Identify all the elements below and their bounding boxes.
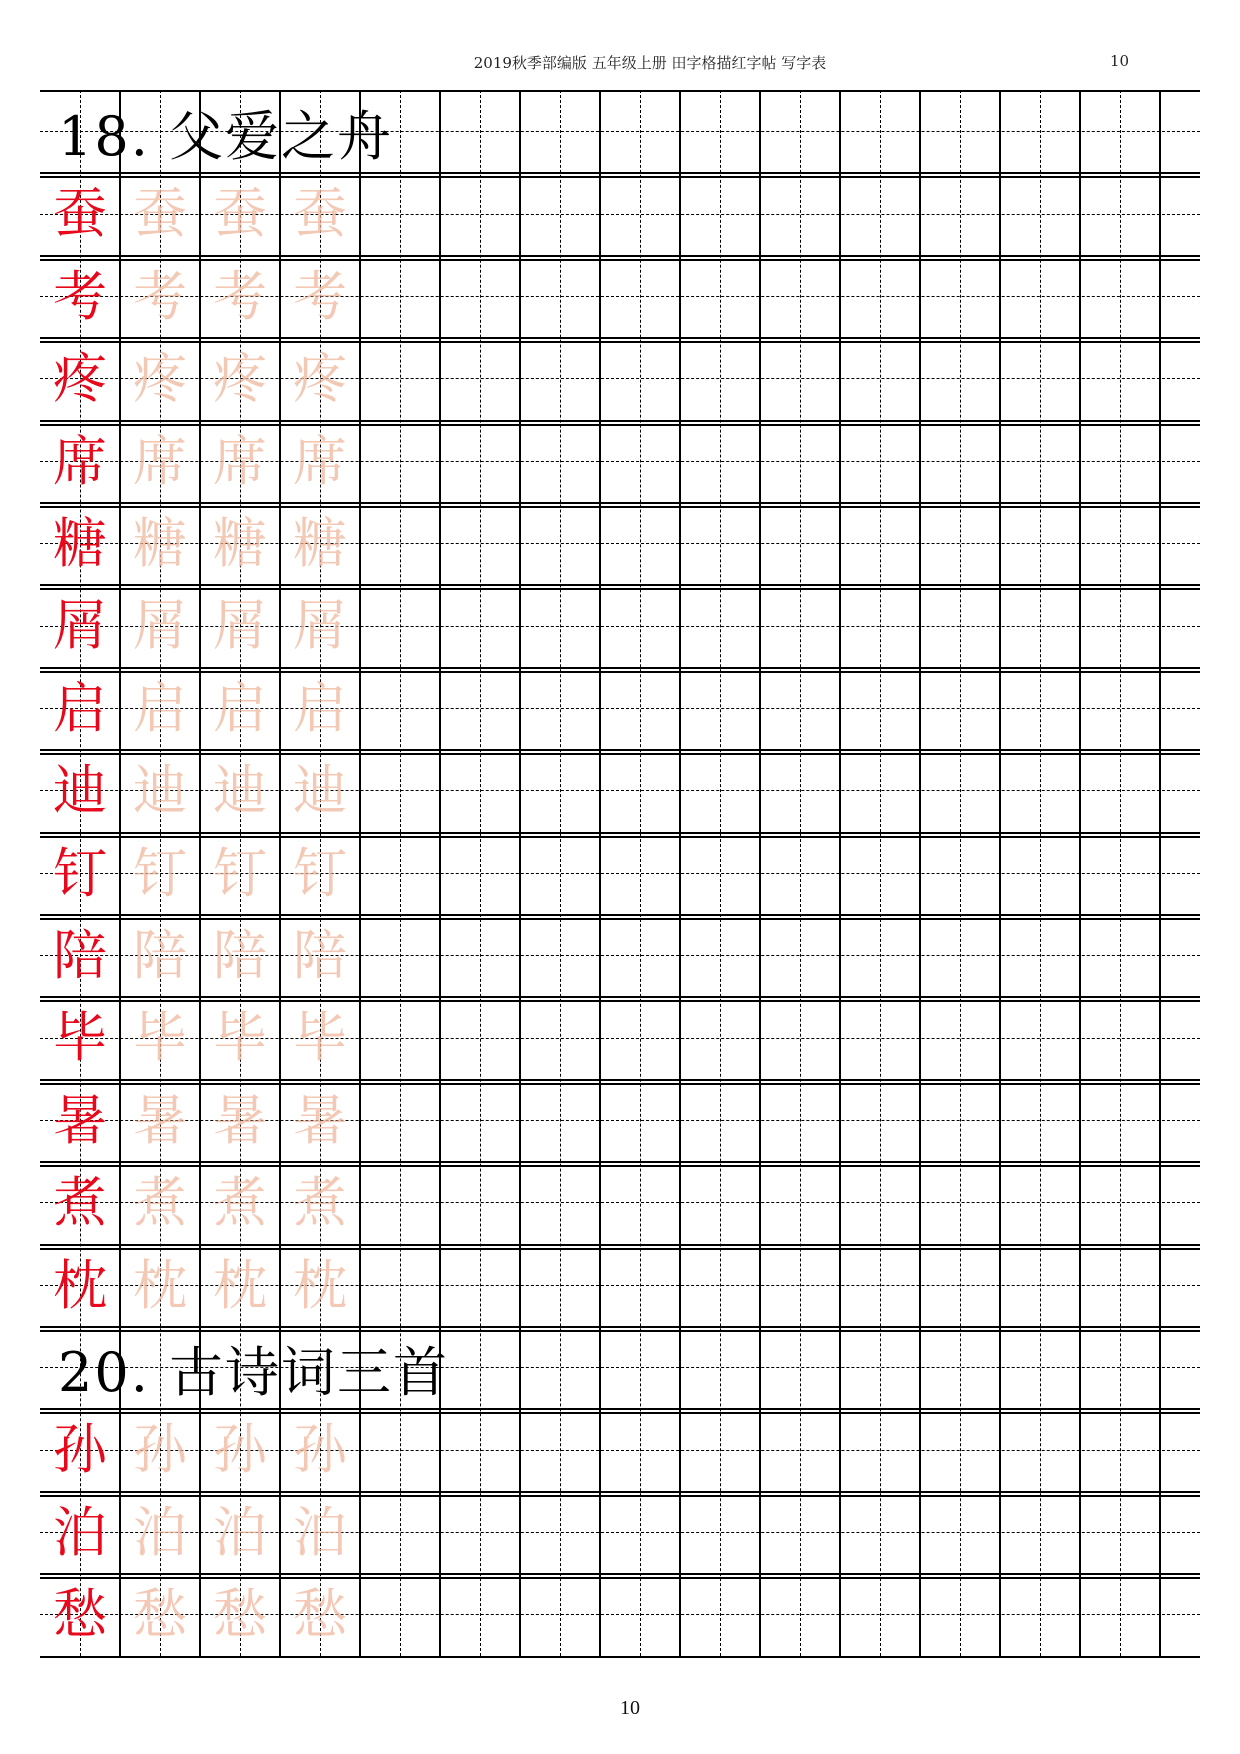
cell-midline <box>880 90 881 1656</box>
trace-character: 蚕 <box>133 182 187 246</box>
trace-character: 煮 <box>293 1171 347 1235</box>
trace-character: 毕 <box>213 1006 267 1070</box>
trace-character: 煮 <box>133 1171 187 1235</box>
trace-character: 疼 <box>213 347 267 411</box>
cell-midline <box>1120 90 1121 1656</box>
trace-character: 蚕 <box>213 182 267 246</box>
model-character: 泊 <box>53 1500 107 1564</box>
trace-character: 泊 <box>213 1500 267 1564</box>
trace-character: 迪 <box>293 759 347 823</box>
model-character: 钉 <box>53 841 107 905</box>
model-character: 枕 <box>53 1253 107 1317</box>
trace-character: 考 <box>133 264 187 328</box>
trace-character: 愁 <box>213 1583 267 1647</box>
trace-character: 席 <box>293 429 347 493</box>
trace-character: 糖 <box>293 512 347 575</box>
trace-character: 暑 <box>213 1088 267 1152</box>
trace-character: 钉 <box>213 841 267 905</box>
trace-character: 毕 <box>133 1006 187 1070</box>
model-character: 屑 <box>53 594 107 658</box>
trace-character: 暑 <box>133 1088 187 1152</box>
model-character: 蚕 <box>53 182 107 246</box>
trace-character: 枕 <box>213 1253 267 1317</box>
model-character: 疼 <box>53 347 107 411</box>
lesson-title: 18. 父爱之舟 <box>58 104 394 168</box>
cell-midline <box>560 90 561 1656</box>
trace-character: 陪 <box>213 924 267 987</box>
trace-character: 迪 <box>133 759 187 823</box>
trace-character: 孙 <box>133 1418 187 1482</box>
column-border-line <box>999 90 1001 1656</box>
trace-character: 愁 <box>293 1583 347 1647</box>
trace-character: 陪 <box>293 924 347 987</box>
cell-midline <box>640 90 641 1656</box>
trace-character: 席 <box>133 429 187 493</box>
column-border-line <box>679 90 681 1656</box>
trace-character: 启 <box>213 676 267 740</box>
column-border-line <box>919 90 921 1656</box>
trace-character: 席 <box>213 429 267 493</box>
trace-character: 疼 <box>133 347 187 411</box>
trace-character: 迪 <box>213 759 267 823</box>
trace-character: 糖 <box>133 512 187 575</box>
trace-character: 孙 <box>293 1418 347 1482</box>
cell-midline <box>720 90 721 1656</box>
model-character: 煮 <box>53 1171 107 1235</box>
column-border-line <box>839 90 841 1656</box>
model-character: 启 <box>53 676 107 740</box>
trace-character: 枕 <box>293 1253 347 1317</box>
trace-character: 考 <box>293 264 347 328</box>
model-character: 暑 <box>53 1088 107 1152</box>
trace-character: 启 <box>293 676 347 740</box>
trace-character: 毕 <box>293 1006 347 1070</box>
model-character: 毕 <box>53 1006 107 1070</box>
trace-character: 屑 <box>293 594 347 658</box>
model-character: 孙 <box>53 1418 107 1482</box>
row-border-line <box>40 1656 1200 1658</box>
model-character: 糖 <box>53 512 107 575</box>
header-page-number: 10 <box>1110 52 1130 70</box>
trace-character: 糖 <box>213 512 267 575</box>
model-character: 考 <box>53 264 107 328</box>
cell-midline <box>800 90 801 1656</box>
trace-character: 启 <box>133 676 187 740</box>
trace-character: 疼 <box>293 347 347 411</box>
trace-character: 陪 <box>133 924 187 987</box>
header-title: 2019秋季部编版 五年级上册 田字格描红字帖 写字表 <box>473 54 827 72</box>
trace-character: 钉 <box>293 841 347 905</box>
trace-character: 泊 <box>133 1500 187 1564</box>
trace-character: 屑 <box>133 594 187 658</box>
footer-page-number: 10 <box>620 1697 640 1719</box>
column-border-line <box>1079 90 1081 1656</box>
column-border-line <box>599 90 601 1656</box>
column-border-line <box>759 90 761 1656</box>
trace-character: 钉 <box>133 841 187 905</box>
column-border-line <box>519 90 521 1656</box>
trace-character: 暑 <box>293 1088 347 1152</box>
model-character: 席 <box>53 429 107 493</box>
column-border-line <box>1159 90 1161 1656</box>
trace-character: 考 <box>213 264 267 328</box>
model-character: 愁 <box>53 1583 107 1647</box>
model-character: 陪 <box>53 924 107 987</box>
cell-midline <box>480 90 481 1656</box>
column-border-line <box>439 90 441 1656</box>
cell-midline <box>960 90 961 1656</box>
trace-character: 枕 <box>133 1253 187 1317</box>
lesson-title: 20. 古诗词三首 <box>58 1340 450 1404</box>
trace-character: 煮 <box>213 1171 267 1235</box>
cell-midline <box>400 90 401 1656</box>
trace-character: 蚕 <box>293 182 347 246</box>
trace-character: 屑 <box>213 594 267 658</box>
trace-character: 愁 <box>133 1583 187 1647</box>
model-character: 迪 <box>53 759 107 823</box>
trace-character: 泊 <box>293 1500 347 1564</box>
cell-midline <box>1040 90 1041 1656</box>
trace-character: 孙 <box>213 1418 267 1482</box>
